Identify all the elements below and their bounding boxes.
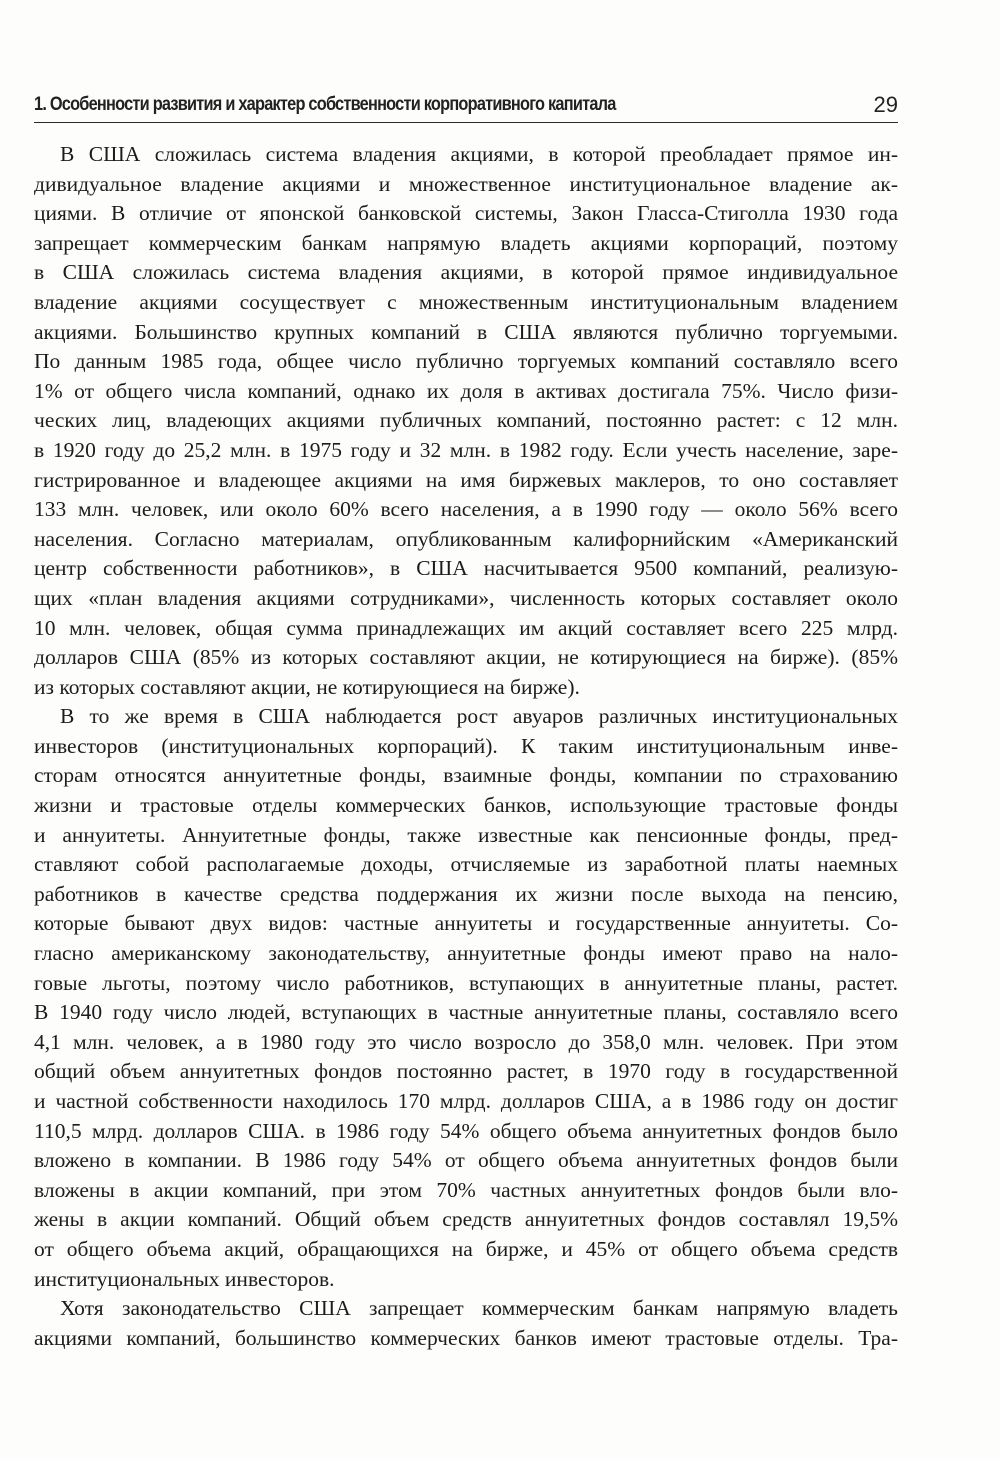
text-line: которые бывают двух видов: частные аннуитеты и государственные аннуитеты. Со- — [34, 911, 898, 936]
text-line: и аннуитеты. Аннуитетные фонды, также известные как пенсионные фонды, пред- — [34, 822, 898, 847]
text-line: щих «план владения акциями сотрудниками», численность которых составляет около — [34, 585, 898, 610]
text-line: из которых составляют акции, не котирующиеся на бирже). — [34, 674, 580, 699]
text-line: В то же время в США наблюдается рост авуаров различных институциональных — [60, 704, 898, 729]
text-line: гласно американскому законодательству, аннуитетные фонды имеют право на нало- — [34, 941, 898, 966]
text-line: В США сложилась система владения акциями, в которой преобладает прямое ин- — [60, 142, 898, 166]
text-line: ставляют собой располагаемые доходы, отчисляемые из заработной платы наемных — [34, 852, 898, 877]
paragraph-2 — [34, 702, 898, 1294]
paragraph-1 — [34, 140, 898, 702]
text-line: работников в качестве средства поддержания их жизни после выхода на пенсию, — [34, 881, 898, 906]
text-line: ческих лиц, владеющих акциями публичных компаний, постоянно растет: с 12 млн. — [34, 408, 898, 433]
text-line: дивидуальное владение акциями и множественное институциональное владение ак- — [34, 171, 898, 196]
running-header — [34, 86, 898, 123]
body-text — [34, 140, 898, 1353]
text-line: В 1940 году число людей, вступающих в частные аннуитетные планы, составляло всего — [34, 1000, 898, 1025]
text-line: владение акциями сосуществует с множественным институциональным владением — [34, 289, 898, 314]
paragraph-3 — [34, 1294, 898, 1353]
text-line: и частной собственности находилось 170 млрд. долларов США, а в 1986 году он достиг — [34, 1089, 898, 1113]
text-line: 110,5 млрд. долларов США. в 1986 году 54% общего объема аннуитетных фондов было — [34, 1118, 898, 1143]
page-number: 29 — [873, 92, 898, 117]
text-line: По данным 1985 года, общее число публично торгуемых компаний составляло всего — [34, 349, 898, 374]
text-line: 133 млн. человек, или около 60% всего населения, а в 1990 году — около 56% всего — [34, 497, 898, 522]
text-line: населения. Согласно материалам, опубликованным калифорнийским «Американский — [34, 526, 898, 551]
text-line: от общего объема акций, обращающихся на бирже, и 45% от общего объема средств — [34, 1236, 898, 1261]
text-line: в 1920 году до 25,2 млн. в 1975 году и 32 млн. в 1982 году. Если учесть население, заре- — [34, 437, 898, 462]
text-line: гистрированное и владеющее акциями на имя биржевых маклеров, то оно составляет — [34, 467, 898, 492]
text-line: акциями. Большинство крупных компаний в США являются публично торгуемыми. — [34, 319, 898, 344]
text-line: 10 млн. человек, общая сумма принадлежащих им акций составляет всего 225 млрд. — [34, 615, 898, 640]
text-line: вложено в компании. В 1986 году 54% от общего объема аннуитетных фондов были — [34, 1148, 898, 1173]
text-line: вложены в акции компаний, при этом 70% частных аннуитетных фондов были вло- — [34, 1177, 898, 1202]
text-line: в США сложилась система владения акциями, в которой прямое индивидуальное — [34, 260, 898, 285]
text-line: жизни и трастовые отделы коммерческих банков, использующие трастовые фонды — [34, 793, 898, 818]
text-line: 1% от общего числа компаний, однако их доля в активах достигала 75%. Число физи- — [34, 378, 898, 403]
text-line: говые льготы, поэтому число работников, вступающих в аннуитетные планы, растет. — [34, 970, 898, 995]
text-line: институциональных инвесторов. — [34, 1266, 335, 1291]
text-line: запрещает коммерческим банкам напрямую владеть акциями корпораций, поэтому — [34, 230, 898, 255]
chapter-title: 1. Особенности развития и характер собственности корпоративного капитала — [34, 94, 616, 115]
text-line: жены в акции компаний. Общий объем средств аннуитетных фондов составлял 19,5% — [34, 1207, 898, 1232]
text-line: общий объем аннуитетных фондов постоянно растет, в 1970 году в государственной — [34, 1059, 898, 1084]
text-line: циями. В отличие от японской банковской системы, Закон Гласса-Стиголла 1930 года — [34, 201, 898, 226]
text-line: сторам относятся аннуитетные фонды, взаимные фонды, компании по страхованию — [34, 763, 898, 788]
text-line: центр собственности работников», в США насчитывается 9500 компаний, реализую- — [34, 556, 898, 581]
text-line: долларов США (85% из которых составляют акции, не котирующиеся на бирже). (85% — [34, 645, 898, 670]
text-line: инвесторов (институциональных корпораций). К таким институциональным инве- — [34, 733, 898, 758]
text-line: акциями компаний, большинство коммерческих банков имеют трастовые отделы. Тра- — [34, 1325, 898, 1350]
text-line: Хотя законодательство США запрещает коммерческим банкам напрямую владеть — [60, 1296, 898, 1321]
text-line: 4,1 млн. человек, а в 1980 году это число возросло до 358,0 млн. человек. При этом — [34, 1029, 898, 1054]
